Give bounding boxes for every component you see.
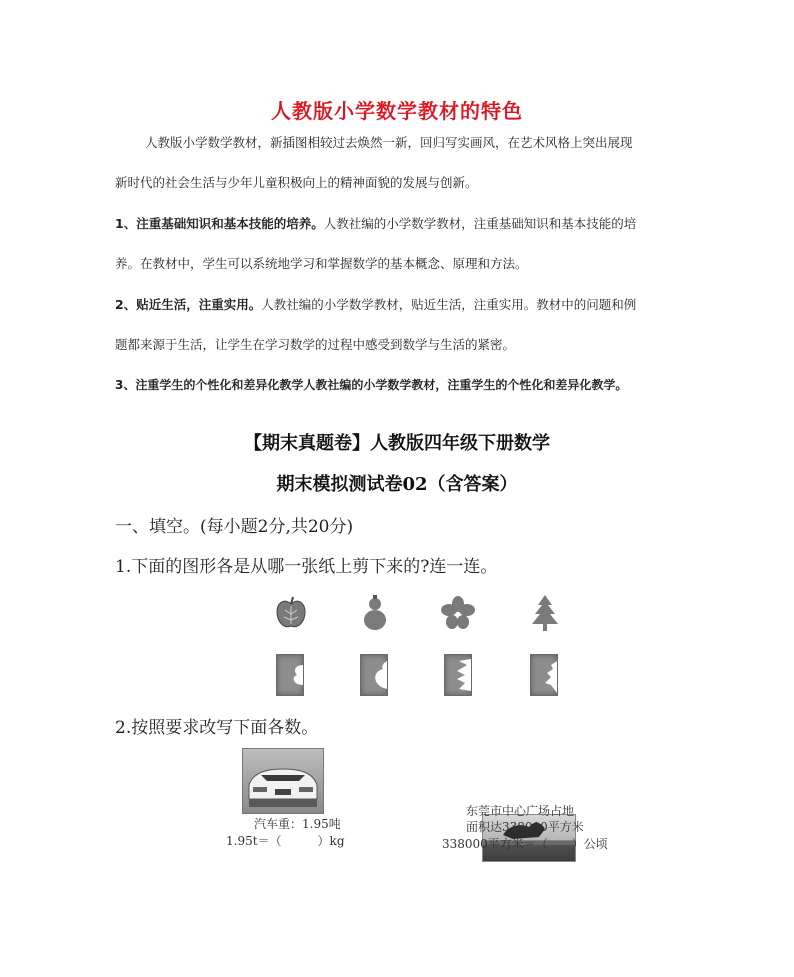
- cut-paper-3-icon: [444, 654, 472, 696]
- intro-paragraph-line1: 人教版小学数学教材，新插图相较过去焕然一新，回归写实画风，在艺术风格上突出展现: [145, 135, 633, 150]
- tree-shape-icon: [528, 592, 562, 634]
- plaza-caption-area: 面积达338000平方米: [466, 820, 584, 834]
- feature-item-1: [115, 216, 636, 232]
- feature-item-1-text: 人教社编的小学数学教材，注重基础知识和基本技能的培: [323, 216, 637, 231]
- feature-item-2-text: 人教社编的小学数学教材，贴近生活，注重实用。教材中的问题和例: [261, 297, 637, 312]
- question-2-text: 2.按照要求改写下面各数。: [115, 718, 319, 738]
- exam-title-line2: 期末模拟测试卷02（含答案）: [276, 474, 518, 495]
- cut-paper-4-icon: [530, 654, 558, 696]
- feature-item-1-heading: 1、注重基础知识和基本技能的培养。: [115, 216, 324, 231]
- car-photo: [242, 748, 324, 814]
- plaza-caption-conversion: 338000平方米＝（ ）公顷: [442, 837, 608, 851]
- feature-item-1-line2: 养。在教材中，学生可以系统地学习和掌握数学的基本概念、原理和方法。: [115, 256, 528, 271]
- car-caption-weight: 汽车重：1.95吨: [254, 817, 341, 831]
- question-1-text: 1.下面的图形各是从哪一张纸上剪下来的?连一连。: [115, 557, 498, 577]
- section-1-heading: 一、填空。(每小题2分,共20分): [115, 517, 354, 537]
- plaza-caption-location: 东莞市中心广场占地: [466, 804, 575, 818]
- cut-paper-1-icon: [276, 654, 304, 696]
- cut-paper-2-icon: [360, 654, 388, 696]
- intro-title: 人教版小学数学教材的特色: [271, 99, 523, 123]
- feature-item-3: 3、注重学生的个性化和差异化教学人教社编的小学数学教材，注重学生的个性化和差异化教学。: [115, 378, 628, 392]
- apple-shape-icon: [274, 592, 308, 634]
- feature-item-2-heading: 2、贴近生活，注重实用。: [115, 297, 262, 312]
- feature-item-2-line2: 题都来源于生活，让学生在学习数学的过程中感受到数学与生活的紧密。: [115, 337, 516, 352]
- exam-title-line1: 【期末真题卷】人教版四年级下册数学: [244, 433, 550, 454]
- intro-paragraph-line2: 新时代的社会生活与少年儿童积极向上的精神面貌的发展与创新。: [115, 175, 478, 190]
- gourd-shape-icon: [358, 592, 392, 634]
- flower-shape-icon: [441, 592, 475, 634]
- car-caption-conversion: 1.95t＝（ ）kg: [226, 834, 345, 848]
- feature-item-2: [115, 297, 636, 313]
